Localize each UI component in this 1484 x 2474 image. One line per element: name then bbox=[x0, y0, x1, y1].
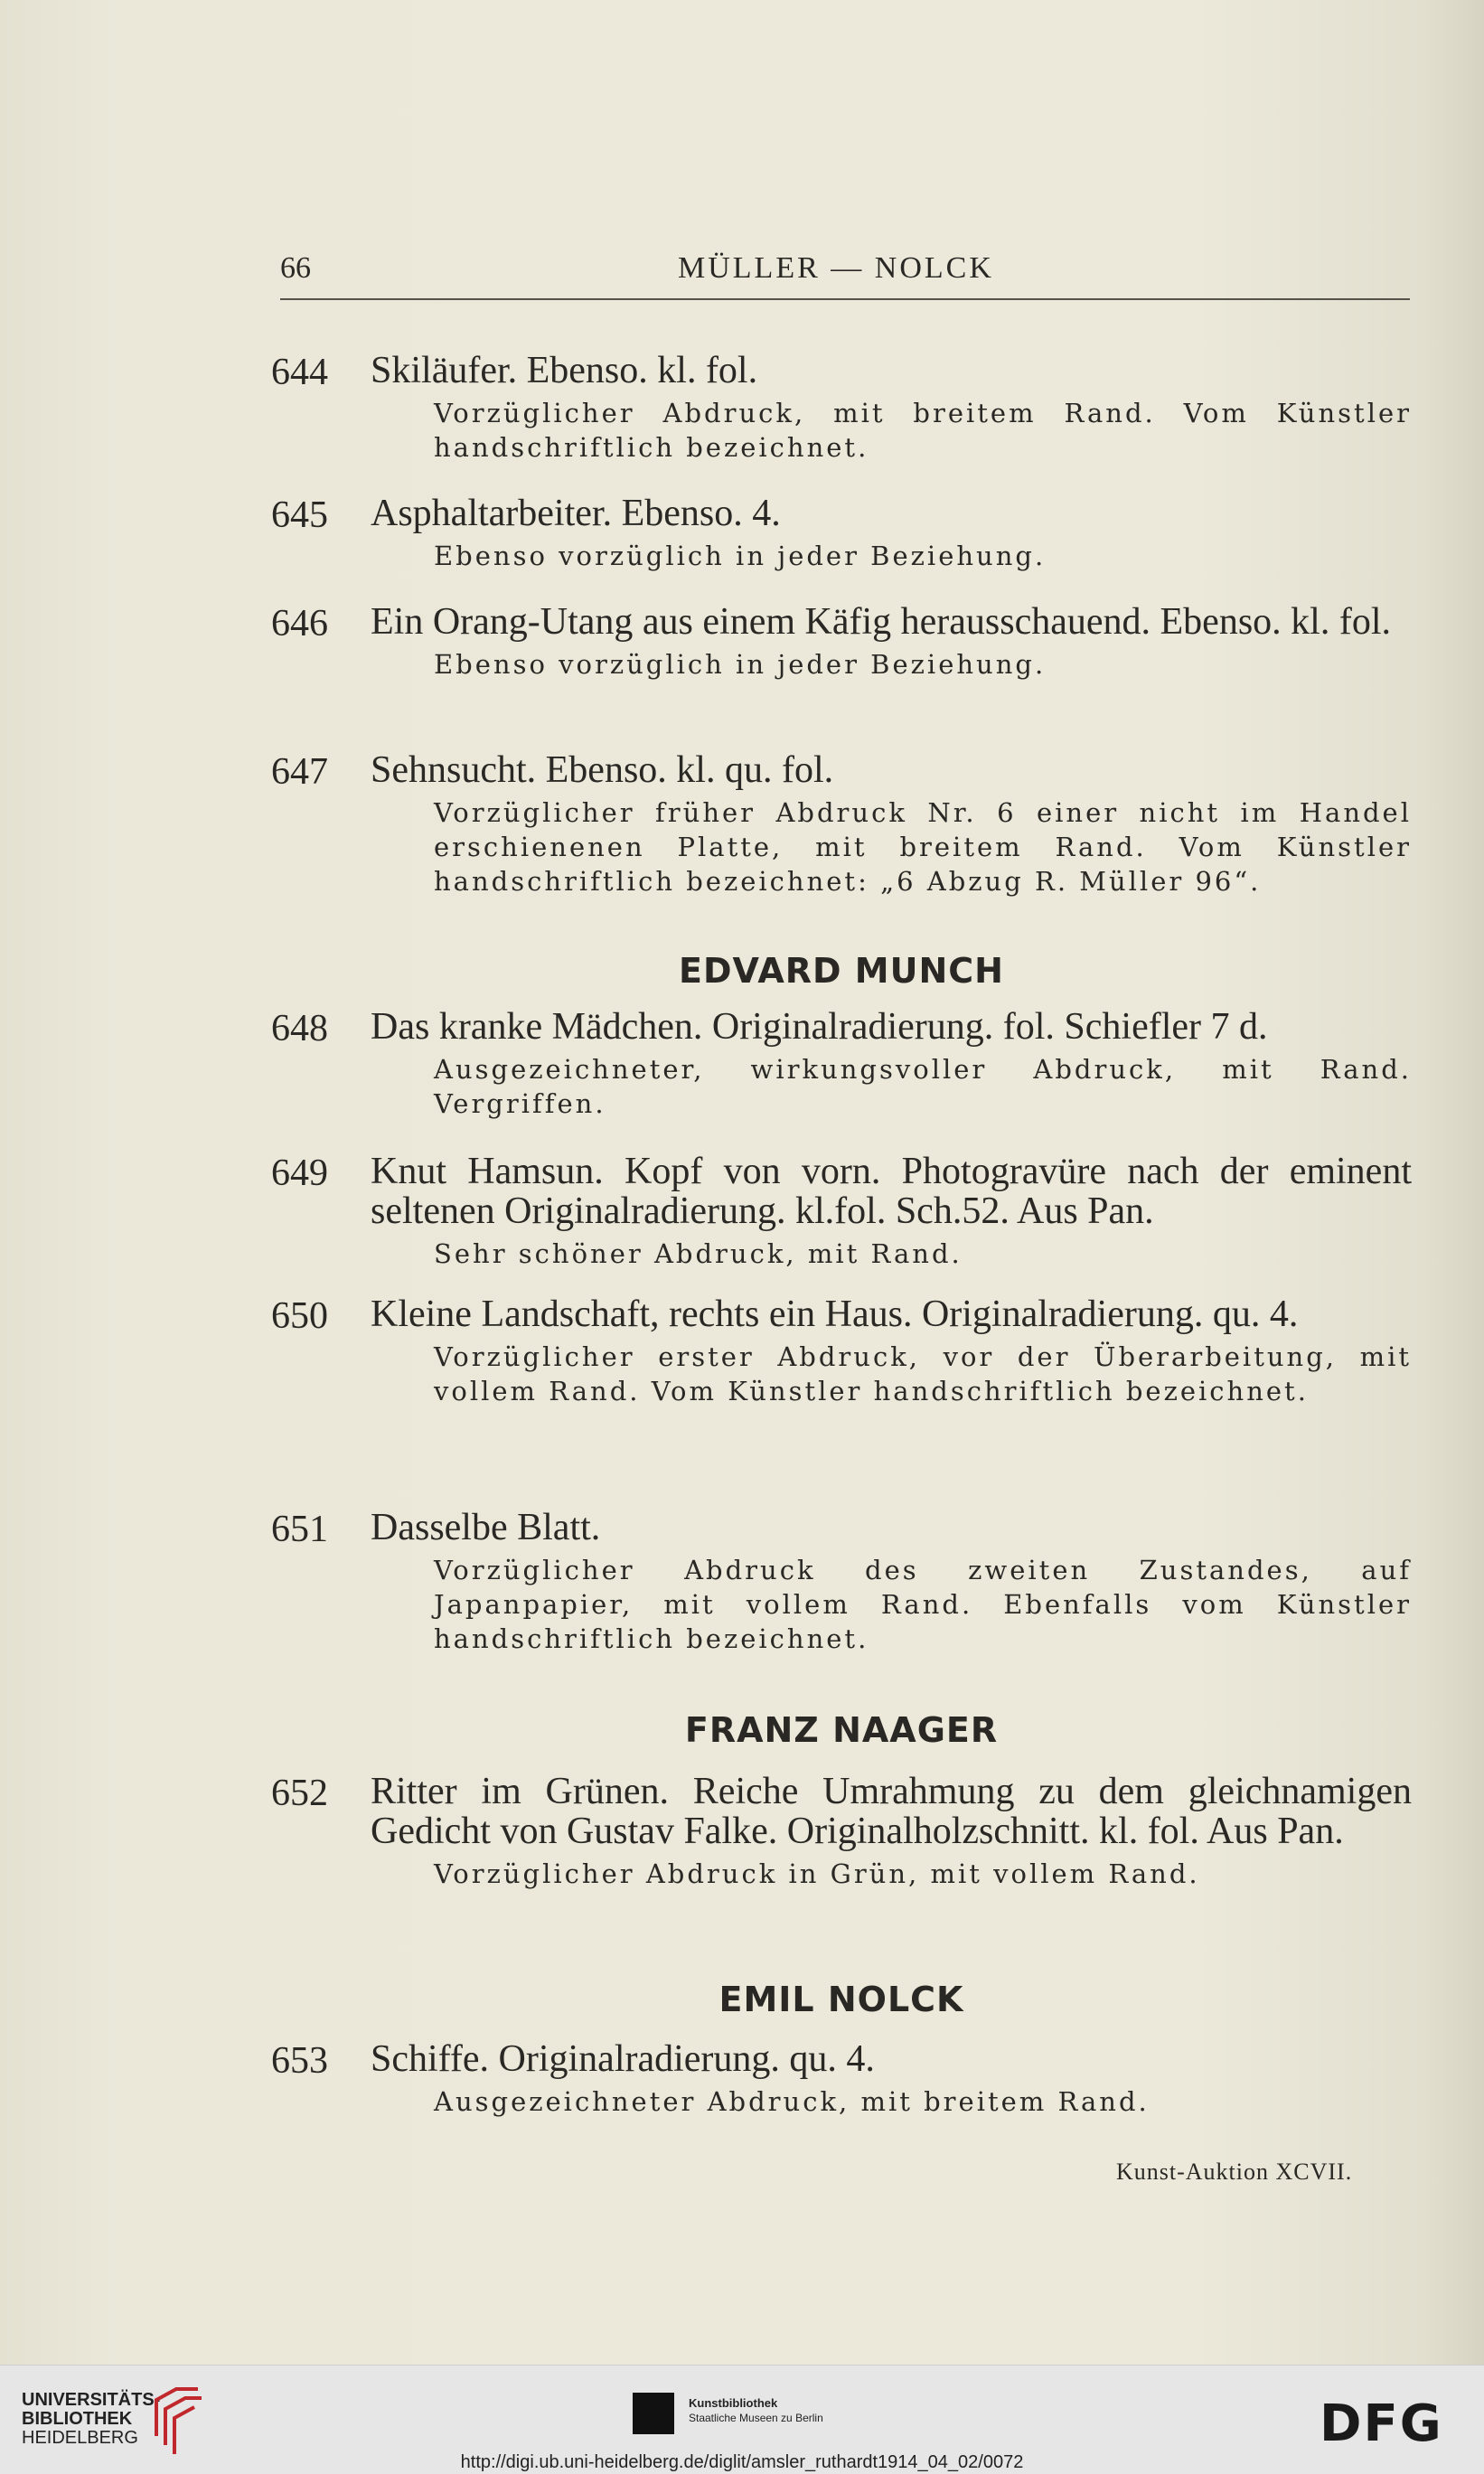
entry-description: Ausgezeichneter, wirkungsvoller Abdruck, mit Rand. Vergriffen. bbox=[434, 1054, 1412, 1119]
entry-description: Vorzüglicher Abdruck in Grün, mit vollem Rand. bbox=[434, 1858, 1200, 1889]
entry-title: Asphaltarbeiter. Ebenso. 4. bbox=[371, 493, 781, 534]
kunstbibliothek-logo-icon bbox=[633, 2393, 674, 2434]
entry-title: Dasselbe Blatt. bbox=[371, 1507, 601, 1548]
catalog-footer-note: Kunst-Auktion XCVII. bbox=[1116, 2159, 1353, 2185]
catalog-entry bbox=[271, 1007, 1412, 1121]
entry-title: Das kranke Mädchen. Originalradierung. fol. Schiefler 7 d. bbox=[371, 1006, 1268, 1048]
entry-title: Ein Orang-Utang aus einem Käfig herausschauend. Ebenso. kl. fol. bbox=[371, 601, 1391, 643]
entry-number: 651 bbox=[271, 1509, 328, 1550]
entry-description: Ebenso vorzüglich in jeder Beziehung. bbox=[434, 649, 1047, 680]
entry-number: 652 bbox=[271, 1773, 328, 1814]
catalog-entry bbox=[271, 2039, 1412, 2119]
entry-description: Ausgezeichneter Abdruck, mit breitem Rand. bbox=[434, 2086, 1150, 2117]
catalog-entry bbox=[271, 1294, 1412, 1408]
entry-number: 644 bbox=[271, 352, 328, 393]
entry-description: Vorzüglicher früher Abdruck Nr. 6 einer nicht im Handel erschienenen Platte, mit breitem Rand. Vom Künstler handschriftlich bezeichnet: „6 Abzug R. Müller 96“. bbox=[434, 797, 1412, 897]
running-title: MÜLLER — NOLCK bbox=[678, 251, 994, 285]
catalog-entry bbox=[271, 351, 1412, 465]
entry-number: 653 bbox=[271, 2040, 328, 2082]
entry-title: Sehnsucht. Ebenso. kl. qu. fol. bbox=[371, 749, 834, 791]
catalog-entry bbox=[271, 494, 1412, 573]
catalog-entry bbox=[271, 1152, 1412, 1271]
entry-description: Vorzüglicher Abdruck, mit breitem Rand. Vom Künstler handschriftlich bezeichnet. bbox=[434, 398, 1412, 463]
library-name: UNIVERSITÄTS- BIBLIOTHEK HEIDELBERG bbox=[22, 2390, 161, 2448]
entry-description: Vorzüglicher Abdruck des zweiten Zustandes, auf Japanpapier, mit vollem Rand. Ebenfalls vom Künstler handschriftlich bezeichnet. bbox=[434, 1555, 1412, 1654]
artist-heading: FRANZ NAAGER bbox=[684, 1710, 999, 1750]
entry-title: Schiffe. Originalradierung. qu. 4. bbox=[371, 2038, 875, 2080]
entry-title: Ritter im Grünen. Reiche Umrahmung zu dem gleichnamigen Gedicht von Gustav Falke. Originalholzschnitt. kl. fol. Aus Pan. bbox=[371, 1771, 1412, 1852]
entry-description: Ebenso vorzüglich in jeder Beziehung. bbox=[434, 541, 1047, 571]
entry-number: 650 bbox=[271, 1295, 328, 1337]
entry-number: 645 bbox=[271, 494, 328, 536]
entry-number: 646 bbox=[271, 603, 328, 644]
kunstbibliothek-name: Kunstbibliothek Staatliche Museen zu Berlin bbox=[689, 2396, 823, 2424]
entry-number: 648 bbox=[271, 1008, 328, 1049]
running-header bbox=[280, 251, 1410, 300]
entry-number: 649 bbox=[271, 1152, 328, 1194]
catalog-entry bbox=[271, 750, 1412, 898]
catalog-entry bbox=[271, 1772, 1412, 1891]
entry-title: Kleine Landschaft, rechts ein Haus. Originalradierung. qu. 4. bbox=[371, 1293, 1299, 1335]
entry-number: 647 bbox=[271, 751, 328, 793]
digitization-footer-bar bbox=[0, 2365, 1484, 2474]
permalink-url[interactable]: http://digi.ub.uni-heidelberg.de/diglit/amsler_ruthardt1914_04_02/0072 bbox=[460, 2452, 1024, 2472]
entry-title: Skiläufer. Ebenso. kl. fol. bbox=[371, 350, 758, 391]
entry-title: Knut Hamsun. Kopf von vorn. Photogravüre nach der eminent seltenen Originalradierung. kl.fol. Sch.52. Aus Pan. bbox=[371, 1151, 1412, 1232]
catalog-entry bbox=[271, 1508, 1412, 1656]
artist-heading: EMIL NOLCK bbox=[719, 1980, 964, 2019]
entry-description: Vorzüglicher erster Abdruck, vor der Überarbeitung, mit vollem Rand. Vom Künstler handschriftlich bezeichnet. bbox=[434, 1341, 1412, 1406]
university-library-logo-icon bbox=[149, 2382, 205, 2460]
dfg-logo: DFG bbox=[1320, 2394, 1443, 2453]
page-number: 66 bbox=[280, 251, 311, 285]
artist-heading: EDVARD MUNCH bbox=[679, 951, 1004, 991]
entry-description: Sehr schöner Abdruck, mit Rand. bbox=[434, 1238, 963, 1269]
catalog-entry bbox=[271, 602, 1412, 682]
